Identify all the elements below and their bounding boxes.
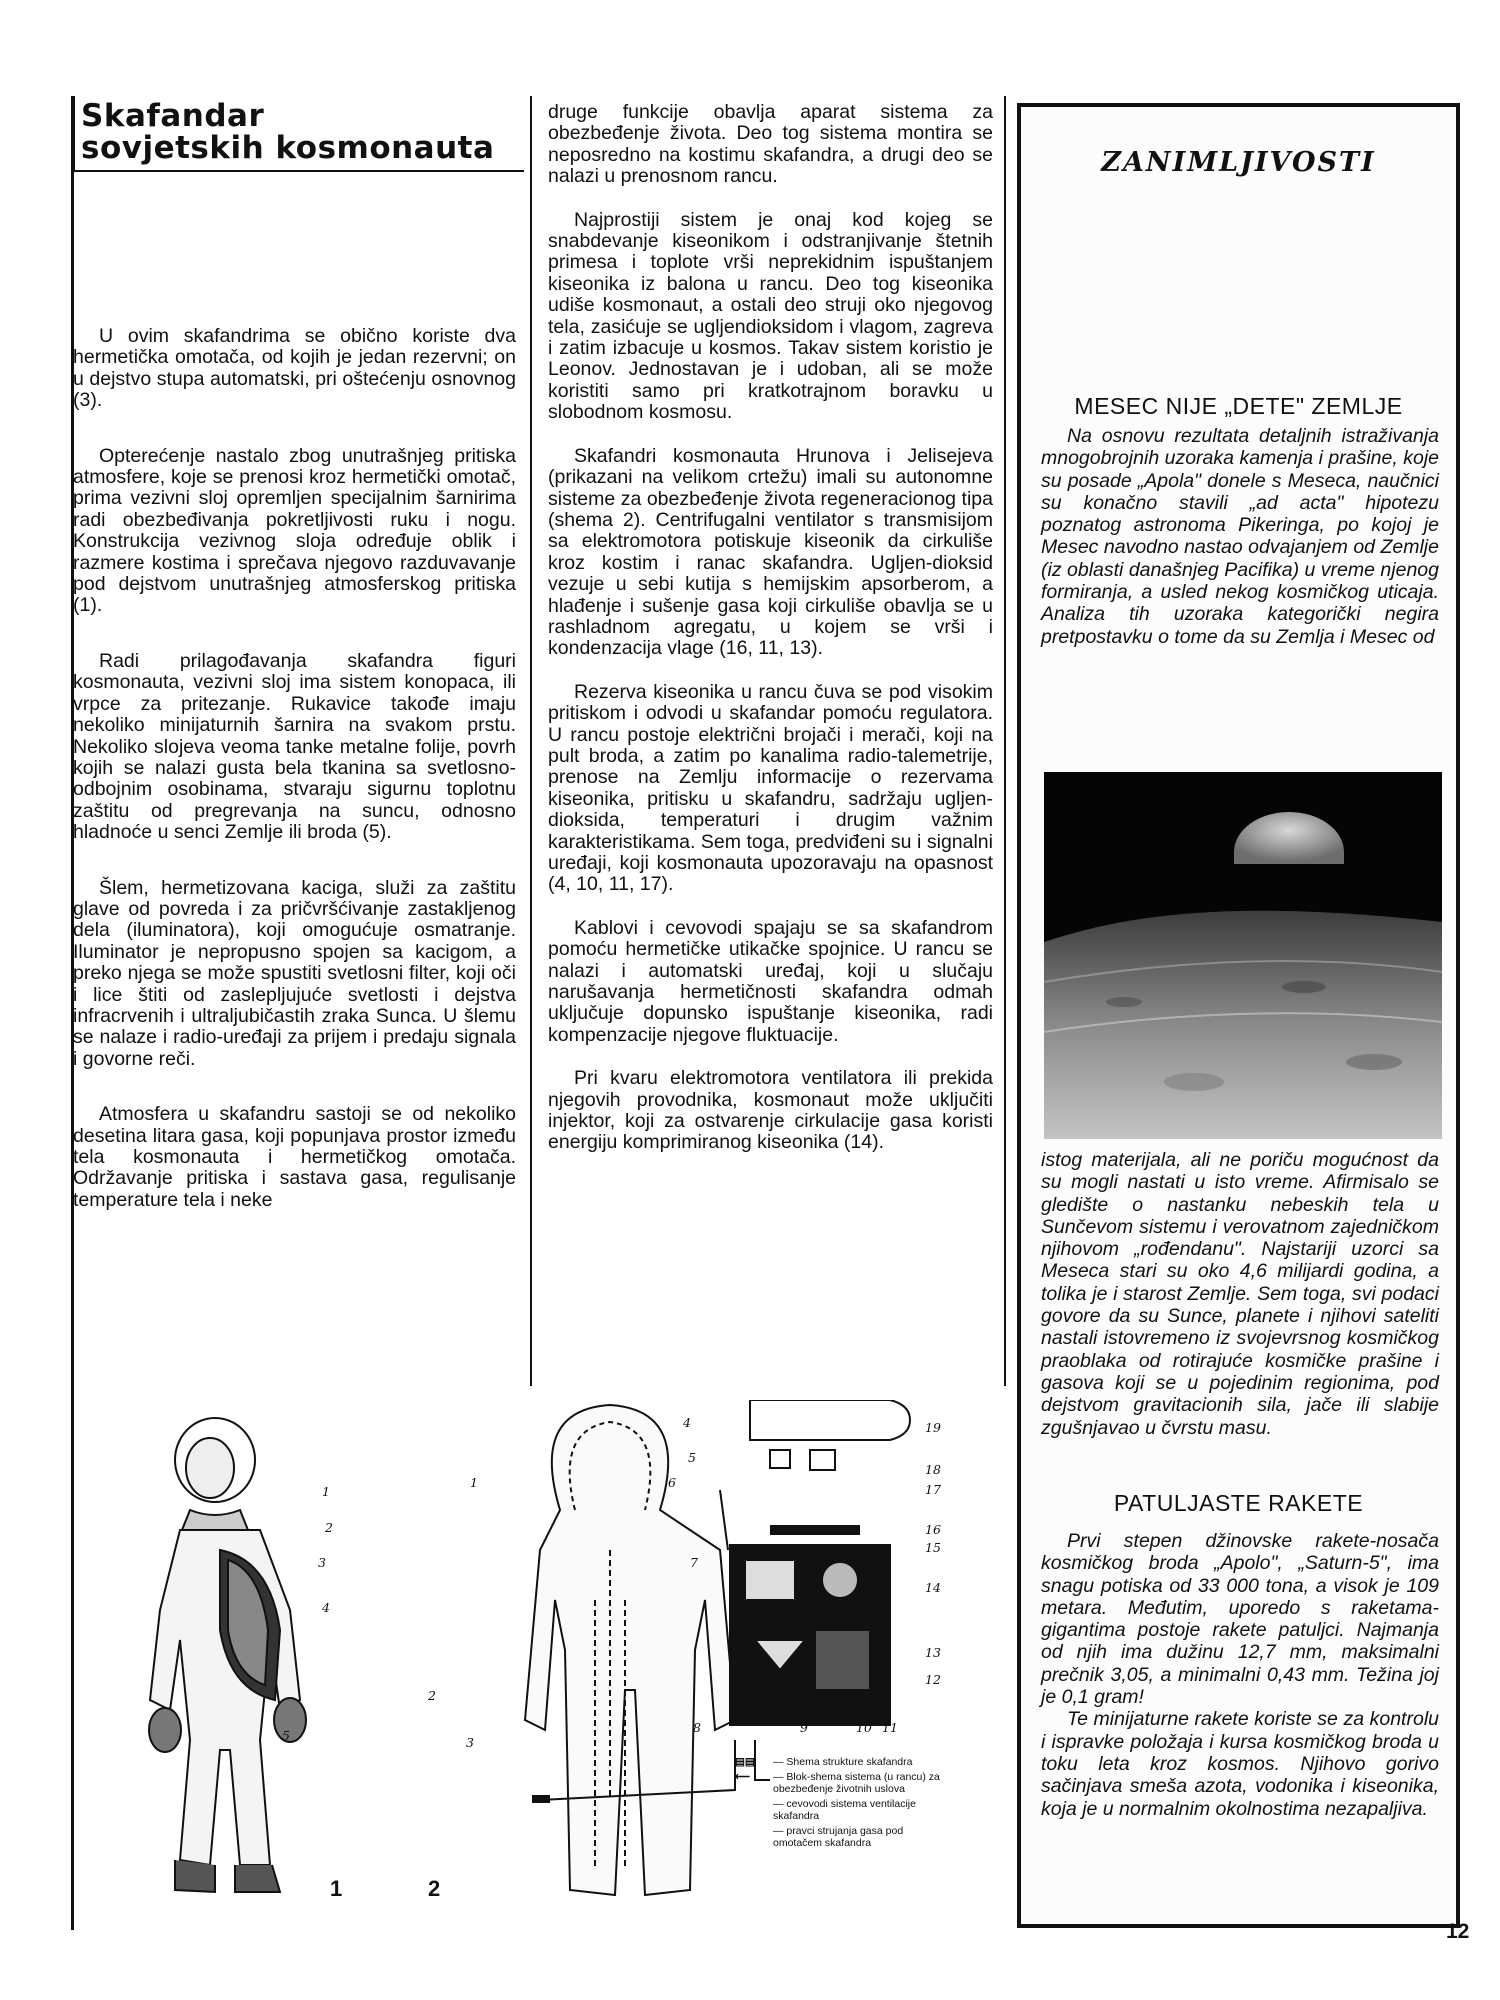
fig2-label: 11 <box>882 1720 898 1735</box>
sidebar-box <box>1017 103 1460 1928</box>
sidebar-section-text <box>1041 1530 1439 1820</box>
sidebar-section-text <box>1041 425 1439 648</box>
legend-item: — cevovodi sistema ventilacije skafandra <box>735 1798 945 1822</box>
page-number: 12 <box>1446 1920 1470 1943</box>
legend-item: — pravci strujanja gasa pod omotačem skafandra <box>735 1825 945 1849</box>
fig2-label: 18 <box>925 1462 941 1477</box>
fig2-label: 10 <box>856 1720 872 1735</box>
figure-1-number: 1 <box>330 1876 343 1901</box>
fig2-label: 12 <box>925 1672 941 1687</box>
fig2-label: 6 <box>668 1475 676 1490</box>
legend-symbol-pipe-icon <box>735 1798 773 1822</box>
article-title <box>71 96 524 172</box>
legend-item: ▤▤ — Shema strukture skafandra <box>735 1756 913 1768</box>
fig2-label: 14 <box>925 1580 941 1595</box>
paragraph: Najprostiji sistem je onaj kod kojeg se snabdevanje kiseonikom i odstranjivanje štetnih primesa i toplote vrši neprekidnim ispuštanjem kiseonika iz balona u rancu. Deo tog kiseonika udiše kosmonaut, a ostali deo struji oko njegovog tela, zasićuje se ugljendioksidom i vlagom, zagreva i zatim izbacuje u kosmos. Takav sistem koristio je Leonov. Jednostavan je i udoban, ali se može koristiti samo pri kratkotrajnom boravku u slobodnom kosmosu. <box>548 208 993 424</box>
sidebar-section-title: MESEC NIJE „DETE" ZEMLJE <box>1074 393 1403 419</box>
article-column-2 <box>548 102 993 1176</box>
fig2-label: 3 <box>466 1735 474 1750</box>
fig2-label: 8 <box>693 1720 701 1735</box>
legend-symbol-arrow-icon: ⟵ <box>735 1771 751 1783</box>
fig2-label: 4 <box>683 1415 691 1430</box>
fig1-label: 3 <box>318 1555 326 1570</box>
paragraph: Te minijaturne rakete koriste se za kontrolu i ispravke položaja i kursa kosmičkog broda u toku leta kroz kosmos. Njihovo gorivo sačinjava smeša azota, vodonika i kiseonika, koja je u normalnim okolnostima nezapaljiva. <box>1041 1708 1439 1820</box>
paragraph: Šlem, hermetizovana kaciga, služi za zaštitu glave od povreda i za pričvršćivanje zastakljenog dela (iluminatora), koji omogućuje osmatranje. Iluminator je nepropusno spojen sa kacigom, a preko njega se može spustiti svetlosni filter, koji oči i lice štiti od zaslepljujuće svetlosti i dejstva infracrvenih i ultraljubičastih zraka Sunca. U šlemu se nalaze i radio-uređaji za prijem i predaju signala i govorne reči. <box>73 876 516 1070</box>
paragraph: Na osnovu rezultata detaljnih istraživanja mnogobrojnih uzoraka kamenja i prašine, koje su posade „Apola" donele s Meseca, naučnici su konačno stavili „ad acta" hipotezu poznatog astronoma Pikeringa, po kojoj je Mesec navodno nastao odvajanjem od Zemlje (iz oblasti današnjeg Pacifika) u vreme njenog formiranja, a usled nekog kosmičkog uticaja. Analiza tih uzoraka kategorički negira pretpostavku o tome da su Zemlja i Mesec od <box>1041 425 1439 648</box>
fig2-label: 9 <box>800 1720 808 1735</box>
fig2-label: 17 <box>925 1482 941 1497</box>
fig2-label: 1 <box>470 1475 478 1490</box>
paragraph: Kablovi i cevovodi spajaju se sa skafandrom pomoću hermetičke utikačke spojnice. U rancu se nalazi i automatski uređaj, koji u slučaju narušavanja hermetičnosti skafandra odmah uključuje dopunsko ispuštanje kiseonika, radi kompenzacije njegove fluktuacije. <box>548 916 993 1046</box>
fig1-label: 2 <box>325 1520 333 1535</box>
fig1-label: 4 <box>322 1600 330 1615</box>
column-rule-middle <box>530 96 532 1386</box>
paragraph: druge funkcije obavlja aparat sistema za obezbeđenje života. Deo tog sistema montira se neposredno na kostimu skafandra, a drugi deo se nalazi u prenosnom rancu. <box>548 101 993 188</box>
paragraph: Rezerva kiseonika u rancu čuva se pod visokim pritiskom i odvodi u skafandar pomoću regulatora. U rancu postoje električni brojači i merači, koji na pult broda, a zatim po kanalima radio-talemetrije, prenose na Zemlju informacije o rezervama kiseonika, pritisku u skafandru, sadržaju ugljen-dioksida, temperaturi i drugim važnim karakteristikama. Sem toga, predviđeni su i signalni uređaji, koji kosmonauta upozoravaju na opasnost (4, 10, 11, 17). <box>548 680 993 896</box>
paragraph: U ovim skafandrima se obično koriste dva hermetička omotača, od kojih je jedan rezervni; on u dejstvo stupa automatski, pri oštećenju osnovnog (3). <box>73 325 516 412</box>
fig2-label: 7 <box>690 1555 698 1570</box>
fig2-label: 13 <box>925 1645 941 1660</box>
paragraph: Pri kvaru elektromotora ventilatora ili prekida njegovih provodnika, kosmonaut može uključiti injektor, koji za ostvarenje cirkulacije gasa koristi energiju komprimiranog kiseonika (14). <box>548 1067 993 1154</box>
fig1-label: 5 <box>282 1728 290 1743</box>
fig2-label: 5 <box>688 1450 696 1465</box>
legend-symbol-flow-icon <box>735 1825 773 1849</box>
sidebar-header: ZANIMLJIVOSTI <box>1101 147 1376 178</box>
fig1-label: 1 <box>322 1484 330 1499</box>
paragraph: Radi prilagođavanja skafandra figuri kosmonauta, vezivni sloj ima sistem konopaca, ili vrpce za pritezanje. Rukavice takođe imaju nekoliko minijaturnih šarnira na svakom prstu. Nekoliko slojeva veoma tanke metalne folije, povrh kojih se nalazi gusta bela tkanina sa svetlosno-odbojnim osobinama, stvaraju sigurnu toplotnu zaštitu od pregrevanja na suncu, odnosno hladnoće u senci Zemlje ili broda (5). <box>73 649 516 844</box>
sidebar-section-title: PATULJASTE RAKETE <box>1113 1490 1364 1516</box>
title-line-2: sovjetskih kosmonauta <box>81 130 495 166</box>
paragraph: Opterećenje nastalo zbog unutrašnjeg pritiska atmosfere, koje se prenosi kroz hermetički omotač, prima vezivni sloj opremljen specijalnim šarnirima radi obezbeđivanja pokretljivosti ruku i nogu. Konstrukcija vezivnog sloja određuje oblik i razmere kostima i sprečava njegovo razduvavanje pod dejstvom unutrašnjeg atmosferskog pritiska (1). <box>73 444 516 617</box>
fig2-label: 19 <box>925 1420 941 1435</box>
fig2-label: 16 <box>925 1522 941 1537</box>
paragraph: istog materijala, ali ne poriču mogućnost da su mogli nastati u isto vreme. Afirmisalo se gledište o nastanku nebeskih tela u Sunčevom sistemu i verovatnom zajedničkom njihovom „rođendanu". Najstariji uzorci sa Meseca stari su oko 4,6 milijardi godina, a tolika je i starost Zemlje. Sem toga, svi podaci govore da su Sunce, planete i njihovi sateliti nastali istovremeno iz svojevrsnog kosmičkog praoblaka od rotirajuće kosmičke prašine i gasova koji se u pojedinim regionima, pod dejstvom gravitacionih sila, jače ili slabije zgušnjavao u čvrstu masu. <box>1041 1149 1439 1439</box>
paragraph: Atmosfera u skafandru sastoji se od nekoliko desetina litara gasa, koji popunjava prostor između tela kosmonauta i hermetičkog omotača. Održavanje pritiska i sastava gasa, regulisanje temperature tela i neke <box>73 1103 516 1211</box>
article-column-1 <box>73 326 516 1233</box>
legend-symbol-hatched-icon: ▤▤ <box>735 1756 755 1768</box>
fig2-label: 2 <box>428 1688 436 1703</box>
figure-legend <box>735 1756 945 1852</box>
title-line-1: Skafandar <box>81 98 265 134</box>
earthrise-image <box>1044 772 1442 1139</box>
fig2-label: 15 <box>925 1540 941 1555</box>
paragraph: Skafandri kosmonauta Hrunova i Jelisejeva (prikazani na velikom crtežu) imali su autonomne sisteme za obezbeđenje života regeneracionog tipa (shema 2). Centrifugalni ventilator s transmisijom sa elektromotora potiskuje kiseonik da cirkuliše kroz kostim i ranac skafandra. Ugljen-dioksid vezuje u sebi kutija s hemijskim apsorberom, a hlađenje i sušenje gasa koji cirkuliše obavlja se u rashladnom agregatu, u kojem se vrši i kondenzacija vlage (16, 11, 13). <box>548 444 993 660</box>
column-rule-right <box>1004 96 1006 1386</box>
earthrise-photo <box>1044 772 1442 1139</box>
figure-2-number: 2 <box>428 1876 441 1901</box>
legend-item: ⟵ — Blok-shema sistema (u rancu) za obezbeđenje životnih uslova <box>735 1771 940 1795</box>
paragraph: Prvi stepen džinovske rakete-nosača kosmičkog broda „Apolo", „Saturn-5", ima snagu potiska od 33 000 tona, a visok je 109 metara. Međutim, uporedo s raketama-gigantima postoje rakete patuljci. Najmanja od njih ima dužinu 12,7 mm, maksimalni prečnik 3,05, a minimalni 0,43 mm. Težina joj je 0,1 gram! <box>1041 1530 1439 1709</box>
sidebar-section-text-continued <box>1041 1149 1439 1439</box>
